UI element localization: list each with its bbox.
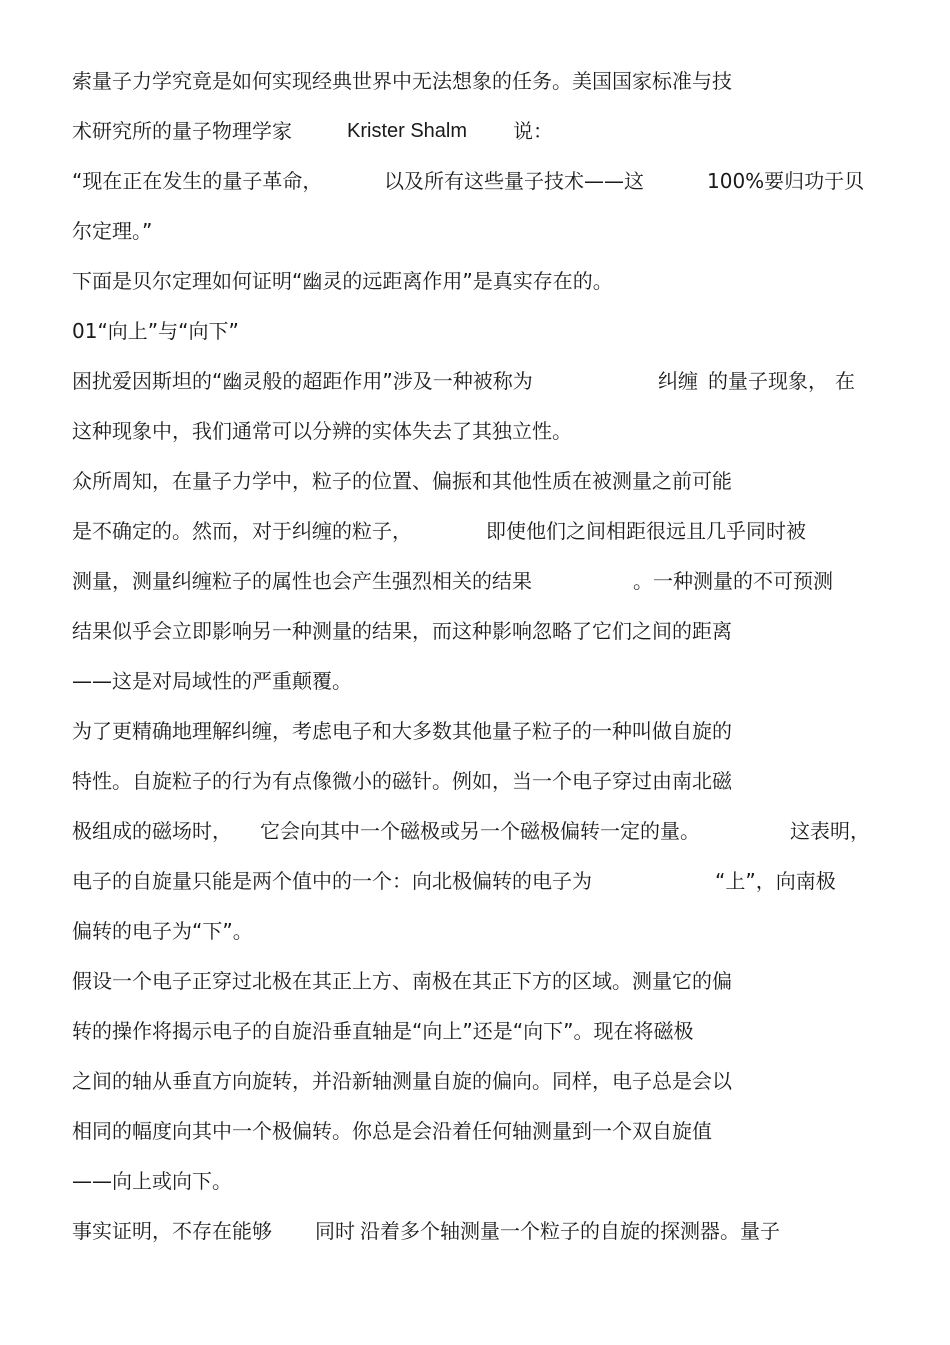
section-heading-text: 01“向上”与“向下” <box>72 319 239 343</box>
text-segment: 相同的幅度向其中一个极偏转。你总是会沿着任何轴测量到一个双自旋值 <box>72 1119 712 1143</box>
text-segment: 同时 <box>315 1219 355 1243</box>
term-entanglement: 纠缠 <box>658 369 698 393</box>
text-line-3 <box>72 164 880 198</box>
text-segment: 100%要归功于贝 <box>707 169 865 193</box>
text-line-20 <box>72 1014 880 1048</box>
text-segment: 说： <box>513 119 553 143</box>
text-line-11 <box>72 564 880 598</box>
text-segment: 为了更精确地理解纠缠，考虑电子和大多数其他量子粒子的一种叫做自旋的 <box>72 719 732 743</box>
text-line-14 <box>72 714 880 748</box>
text-segment: “上”，向南极 <box>715 869 836 893</box>
text-line-22 <box>72 1114 880 1148</box>
text-segment: 是不确定的。然而，对于纠缠的粒子， <box>72 519 412 543</box>
text-line-10 <box>72 514 880 548</box>
text-segment: 特性。自旋粒子的行为有点像微小的磁针。例如，当一个电子穿过由南北磁 <box>72 769 732 793</box>
text-line-2 <box>72 114 880 148</box>
text-line-8 <box>72 414 880 448</box>
text-line-18 <box>72 914 880 948</box>
text-line-13 <box>72 664 880 698</box>
text-segment: 沿着多个轴测量一个粒子的自旋的探测器。量子 <box>360 1219 780 1243</box>
text-segment: 结果似乎会立即影响另一种测量的结果，而这种影响忽略了它们之间的距离 <box>72 619 732 643</box>
text-segment: 极组成的磁场时， <box>72 819 232 843</box>
text-line-4 <box>72 214 880 248</box>
text-segment: 偏转的电子为“下”。 <box>72 919 253 943</box>
text-segment: 众所周知，在量子力学中，粒子的位置、偏振和其他性质在被测量之前可能 <box>72 469 732 493</box>
text-segment: 这种现象中，我们通常可以分辨的实体失去了其独立性。 <box>72 419 572 443</box>
text-segment: 它会向其中一个磁极或另一个磁极偏转一定的量。 <box>260 819 700 843</box>
text-segment: 在 <box>835 369 855 393</box>
text-segment: 这表明， <box>790 819 870 843</box>
text-line-19 <box>72 964 880 998</box>
text-line-23 <box>72 1164 880 1198</box>
text-segment: 。一种测量的不可预测 <box>633 569 833 593</box>
text-segment: 困扰爱因斯坦的“幽灵般的超距作用”涉及一种被称为 <box>72 369 533 393</box>
text-line-17 <box>72 864 880 898</box>
text-segment: 事实证明，不存在能够 <box>72 1219 272 1243</box>
text-line-12 <box>72 614 880 648</box>
text-segment: 的量子现象， <box>708 369 828 393</box>
text-segment: 以及所有这些量子技术——这 <box>384 169 644 193</box>
text-segment: 之间的轴从垂直方向旋转，并沿新轴测量自旋的偏向。同样，电子总是会以 <box>72 1069 732 1093</box>
text-segment: ——向上或向下。 <box>72 1169 232 1193</box>
text-segment: 索量子力学究竟是如何实现经典世界中无法想象的任务。美国国家标准与技 <box>72 69 732 93</box>
text-segment: 尔定理。” <box>72 219 153 243</box>
text-line-24 <box>72 1214 880 1248</box>
text-line-21 <box>72 1064 880 1098</box>
text-line-9 <box>72 464 880 498</box>
text-segment: 下面是贝尔定理如何证明“幽灵的远距离作用”是真实存在的。 <box>72 269 613 293</box>
text-segment: ——这是对局域性的严重颠覆。 <box>72 669 352 693</box>
text-segment: 术研究所的量子物理学家 <box>72 119 292 143</box>
text-segment: 即使他们之间相距很远且几乎同时被 <box>486 519 806 543</box>
text-line-5 <box>72 264 880 298</box>
text-line-16 <box>72 814 880 848</box>
text-line-7 <box>72 364 880 398</box>
text-line-15 <box>72 764 880 798</box>
text-segment: 假设一个电子正穿过北极在其正上方、南极在其正下方的区域。测量它的偏 <box>72 969 732 993</box>
person-name: Krister Shalm <box>347 120 468 142</box>
section-heading <box>72 314 880 348</box>
text-segment: 测量，测量纠缠粒子的属性也会产生强烈相关的结果 <box>72 569 532 593</box>
text-line-1 <box>72 64 880 98</box>
text-segment: 电子的自旋量只能是两个值中的一个：向北极偏转的电子为 <box>72 869 592 893</box>
text-segment: “现在正在发生的量子革命， <box>72 169 323 193</box>
text-segment: 转的操作将揭示电子的自旋沿垂直轴是“向上”还是“向下”。现在将磁极 <box>72 1019 694 1043</box>
